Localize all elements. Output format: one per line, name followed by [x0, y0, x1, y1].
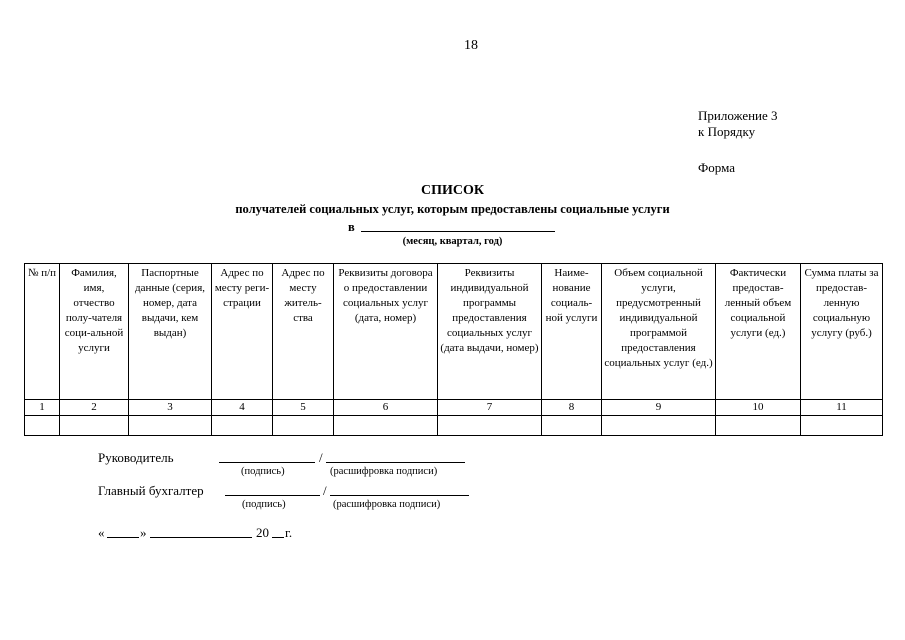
recipients-table	[24, 263, 883, 436]
period-hint: (месяц, квартал, год)	[402, 236, 503, 247]
header-cell: Реквизиты индивидуальной программы предоставления социальных услуг (дата выдачи, номер)	[438, 264, 542, 400]
header-cell: Паспортные данные (серия, номер, дата выдачи, кем выдан)	[129, 264, 212, 400]
column-number: 6	[334, 400, 438, 416]
date-year-line	[272, 537, 284, 538]
header-cell: Объем социальной услуги, предусмотренный индивидуальной программой предоставления социальных услуг (ед.)	[602, 264, 716, 400]
header-row	[25, 264, 883, 400]
table-cell	[334, 416, 438, 436]
accountant-decoding-hint: (расшифровка подписи)	[333, 499, 441, 510]
column-number: 10	[716, 400, 801, 416]
table-cell	[60, 416, 129, 436]
appendix-line-2: к Порядку	[698, 124, 756, 139]
table-cell	[212, 416, 273, 436]
head-signature-hint: (подпись)	[241, 466, 285, 477]
date-month-line	[150, 537, 252, 538]
header-cell: Наиме-нование социаль-ной услуги	[542, 264, 602, 400]
period-blank-line	[361, 231, 555, 232]
head-slash: /	[319, 450, 323, 465]
date-day-line	[107, 537, 139, 538]
empty-data-row	[25, 416, 883, 436]
chief-accountant-label: Главный бухгалтер	[98, 483, 204, 498]
column-number: 2	[60, 400, 129, 416]
head-decoding-hint: (расшифровка подписи)	[330, 466, 438, 477]
date-year-prefix: 20	[256, 525, 269, 540]
head-label: Руководитель	[98, 450, 174, 465]
accountant-signature-hint: (подпись)	[242, 499, 286, 510]
column-number: 3	[129, 400, 212, 416]
column-number: 1	[25, 400, 60, 416]
header-cell: Фактически предостав-ленный объем социальной услуги (ед.)	[716, 264, 801, 400]
header-cell: Адрес по месту реги-страции	[212, 264, 273, 400]
header-cell: № п/п	[25, 264, 60, 400]
table-cell	[438, 416, 542, 436]
table-cell	[542, 416, 602, 436]
date-close-quote: »	[140, 525, 147, 540]
table-cell	[801, 416, 883, 436]
accountant-slash: /	[323, 483, 327, 498]
column-number: 7	[438, 400, 542, 416]
table-cell	[602, 416, 716, 436]
date-year-suffix: г.	[285, 525, 293, 540]
header-cell: Фамилия, имя, отчество полу-чателя соци-альной услуги	[60, 264, 129, 400]
table-cell	[716, 416, 801, 436]
column-number: 5	[273, 400, 334, 416]
column-number: 11	[801, 400, 883, 416]
period-prefix: в	[348, 220, 355, 234]
column-number-row	[25, 400, 883, 416]
document-title: СПИСОК	[420, 183, 485, 198]
accountant-decoding-line	[330, 495, 469, 496]
header-cell: Реквизиты договора о предоставлении социальных услуг (дата, номер)	[334, 264, 438, 400]
head-decoding-line	[326, 462, 465, 463]
table-cell	[273, 416, 334, 436]
page-number: 18	[464, 38, 478, 53]
form-label: Форма	[698, 160, 735, 175]
appendix-line-1: Приложение 3	[698, 108, 778, 123]
header-cell: Сумма платы за предостав-ленную социальную услугу (руб.)	[801, 264, 883, 400]
table-cell	[25, 416, 60, 436]
table-cell	[129, 416, 212, 436]
document-subtitle: получателей социальных услуг, которым предоставлены социальные услуги	[235, 202, 670, 216]
column-number: 8	[542, 400, 602, 416]
accountant-signature-line	[225, 495, 320, 496]
appendix-block	[698, 108, 778, 140]
column-number: 9	[602, 400, 716, 416]
head-signature-line	[219, 462, 315, 463]
header-cell: Адрес по месту житель-ства	[273, 264, 334, 400]
column-number: 4	[212, 400, 273, 416]
date-open-quote: «	[98, 525, 105, 540]
